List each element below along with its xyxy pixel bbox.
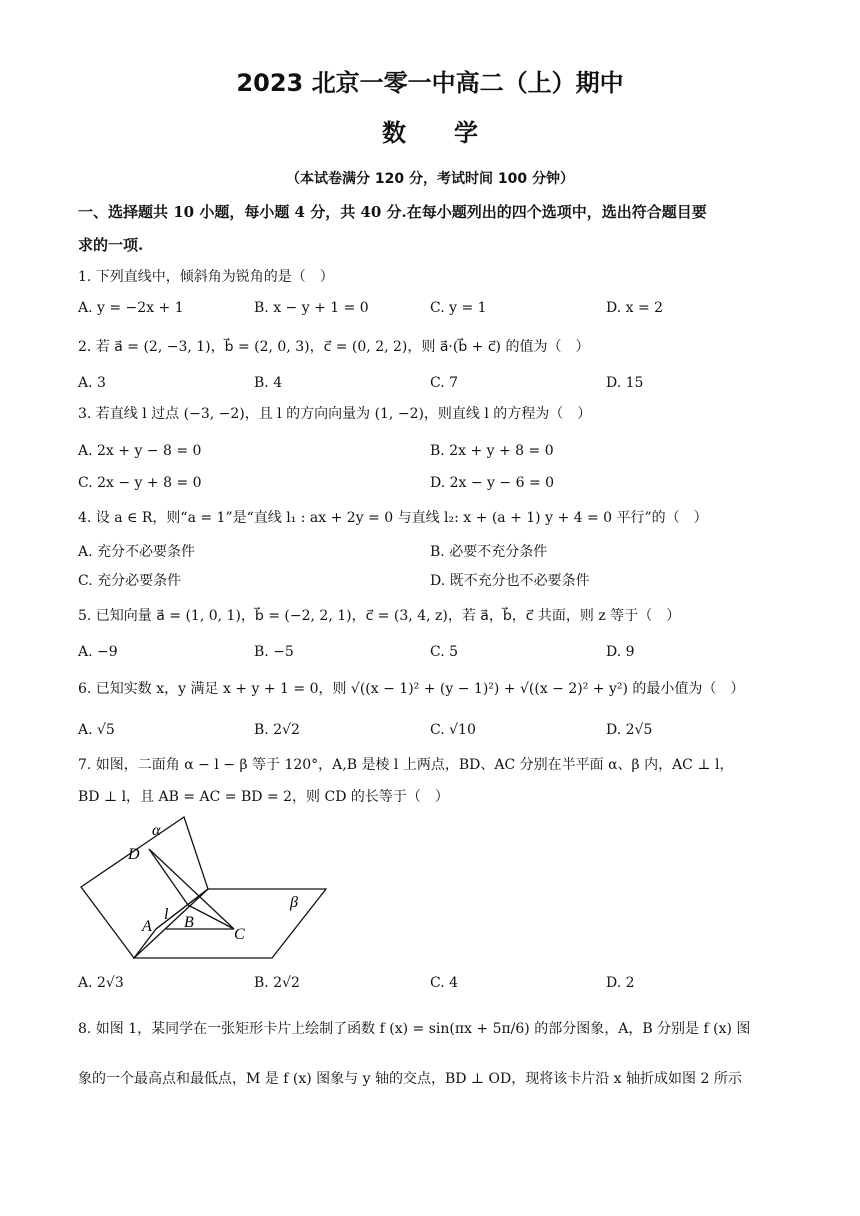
question-6-stem: 6. 已知实数 x，y 满足 x + y + 1 = 0，则 √((x − 1)² + (y − 1)²) + √((x − 2)² + y²) 的最小值为（ ） [78, 681, 745, 697]
subject-title: 数 学 [382, 119, 478, 147]
question-6-option-d: D. 2√5 [606, 722, 653, 738]
label-beta: β [290, 894, 298, 911]
question-8-stem-line2: 象的一个最高点和最低点，M 是 f (x) 图象与 y 轴的交点，BD ⊥ OD，现将该卡片沿 x 轴折成如图 2 所示 [78, 1071, 742, 1087]
question-6-option-b: B. 2√2 [254, 722, 300, 738]
question-5-option-b: B. −5 [254, 644, 294, 660]
label-c: C [234, 926, 245, 943]
exam-note: （本试卷满分 120 分，考试时间 100 分钟） [286, 171, 574, 187]
dihedral-angle-figure [76, 815, 336, 965]
question-5-option-c: C. 5 [430, 644, 459, 660]
label-d: D [128, 846, 140, 863]
plane-alpha [81, 817, 208, 958]
question-7-option-d: D. 2 [606, 975, 635, 991]
question-2-option-a: A. 3 [78, 375, 106, 391]
question-1-option-c: C. y = 1 [430, 300, 487, 316]
question-3-option-b: B. 2x + y + 8 = 0 [430, 443, 554, 459]
question-3-option-c: C. 2x − y + 8 = 0 [78, 475, 202, 491]
question-6-option-a: A. √5 [78, 722, 115, 738]
question-1-option-a: A. y = −2x + 1 [78, 300, 184, 316]
question-5-option-a: A. −9 [78, 644, 118, 660]
question-1-option-b: B. x − y + 1 = 0 [254, 300, 369, 316]
question-5-stem: 5. 已知向量 a⃗ = (1, 0, 1)，b⃗ = (−2, 2, 1)，c⃗ = (3, 4, z)，若 a⃗，b⃗，c⃗ 共面，则 z 等于（ ） [78, 608, 681, 624]
label-a: A [142, 918, 152, 935]
segment-db [149, 849, 188, 905]
question-1-option-d: D. x = 2 [606, 300, 664, 316]
question-7-option-b: B. 2√2 [254, 975, 300, 991]
question-7-stem-line2: BD ⊥ l，且 AB = AC = BD = 2，则 CD 的长等于（ ） [78, 789, 449, 805]
question-3-option-d: D. 2x − y − 6 = 0 [430, 475, 555, 491]
exam-title: 2023 北京一零一中高二（上）期中 [236, 69, 624, 97]
question-2-option-b: B. 4 [254, 375, 283, 391]
question-2-stem: 2. 若 a⃗ = (2, −3, 1)，b⃗ = (2, 0, 3)，c⃗ = (0, 2, 2)，则 a⃗·(b⃗ + c⃗) 的值为（ ） [78, 339, 590, 355]
question-4-option-a: A. 充分不必要条件 [78, 544, 196, 560]
question-1-stem: 1. 下列直线中，倾斜角为锐角的是（ ） [78, 269, 334, 285]
question-4-stem: 4. 设 a ∈ R，则“a = 1”是“直线 l₁ : ax + 2y = 0 与直线 l₂: x + (a + 1) y + 4 = 0 平行”的（ ） [78, 510, 708, 526]
question-2-option-d: D. 15 [606, 375, 644, 391]
question-6-option-c: C. √10 [430, 722, 476, 738]
label-alpha: α [152, 822, 161, 839]
label-l: l [164, 906, 169, 923]
question-8-stem: 8. 如图 1，某同学在一张矩形卡片上绘制了函数 f (x) = sin(πx + 5π/6) 的部分图象，A，B 分别是 f (x) 图 [78, 1021, 751, 1037]
section-heading-line1: 一、选择题共 10 小题，每小题 4 分，共 40 分.在每小题列出的四个选项中，选出符合题目要 [78, 203, 707, 221]
question-4-option-b: B. 必要不充分条件 [430, 544, 548, 560]
question-7-option-c: C. 4 [430, 975, 459, 991]
question-5-option-d: D. 9 [606, 644, 635, 660]
segment-bc [188, 905, 234, 929]
label-b: B [184, 914, 194, 931]
question-3-option-a: A. 2x + y − 8 = 0 [78, 443, 202, 459]
section-heading-line2: 求的一项. [78, 236, 144, 254]
question-4-option-d: D. 既不充分也不必要条件 [430, 573, 590, 589]
question-4-option-c: C. 充分必要条件 [78, 573, 182, 589]
question-3-stem: 3. 若直线 l 过点 (−3, −2)，且 l 的方向向量为 (1, −2)，则直线 l 的方程为（ ） [78, 406, 592, 422]
question-7-option-a: A. 2√3 [78, 975, 124, 991]
question-2-option-c: C. 7 [430, 375, 459, 391]
question-7-stem: 7. 如图，二面角 α − l − β 等于 120°，A,B 是棱 l 上两点，BD、AC 分别在半平面 α、β 内，AC ⊥ l， [78, 757, 734, 773]
